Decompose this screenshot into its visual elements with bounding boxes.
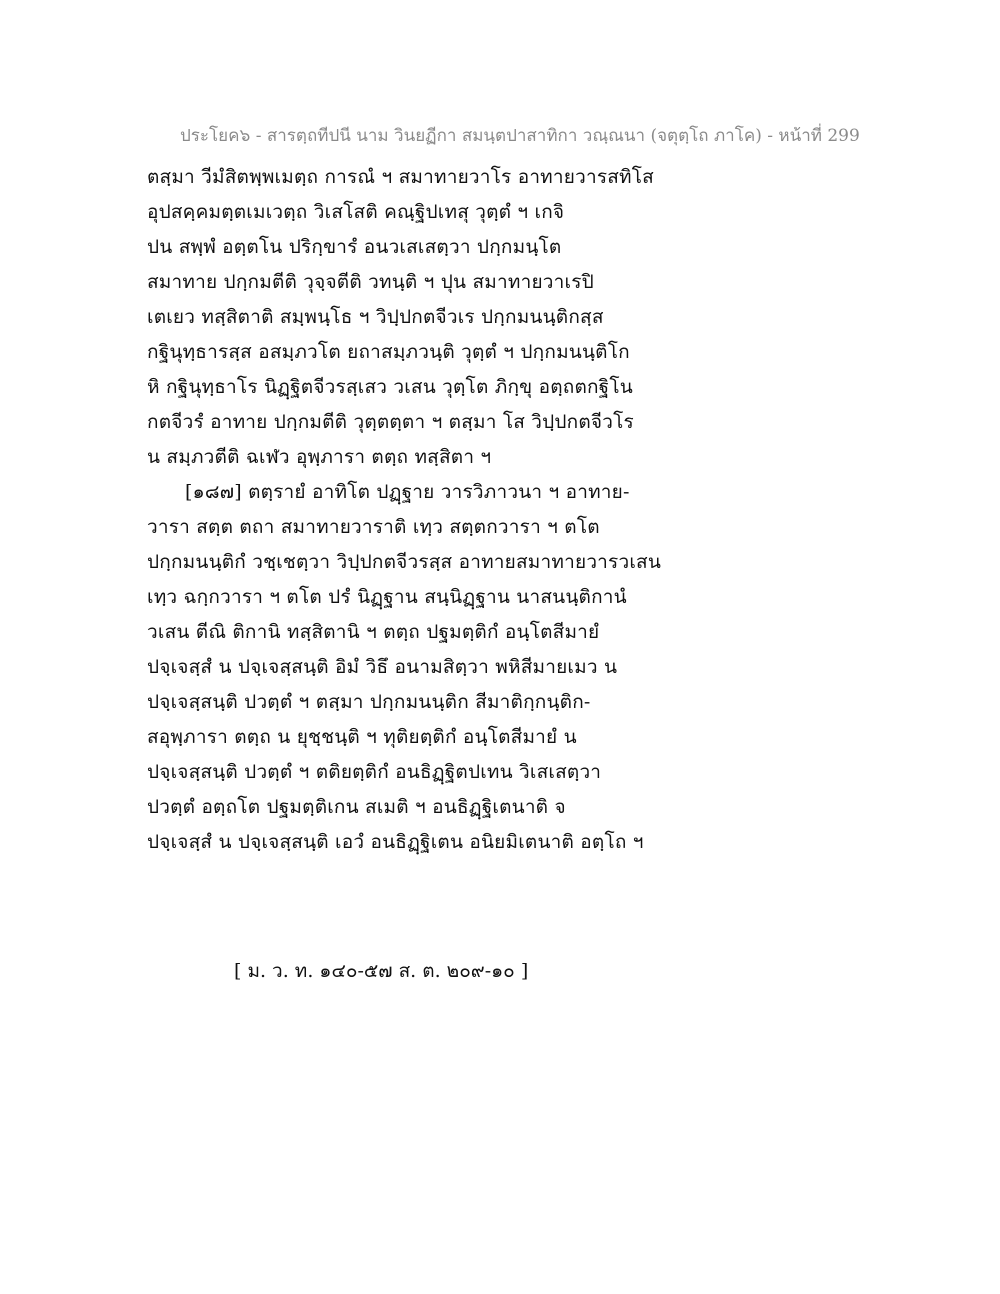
text-line: อุปสคฺคมตฺตเมเวตฺถ วิเสโสติ คณฺฐิปเทสุ วุตฺตํ ฯ เกจิ xyxy=(147,201,565,223)
page-header: ประโยค๖ - สารตฺถทีปนี นาม วินยฏีกา สมนฺตปาสาทิกา วณฺณนา (จตุตฺโถ ภาโค) - หน้าที่ 299 xyxy=(180,126,860,146)
text-line: เตเยว ทสฺสิตาติ สมฺพนฺโธ ฯ วิปฺปกตจีวเร ปกฺกมนนฺติกสฺส xyxy=(147,306,604,328)
text-line: กตจีวรํ อาทาย ปกฺกมตีติ วุตฺตตฺตา ฯ ตสฺมา โส วิปฺปกตจีวโร xyxy=(147,411,634,433)
body-text xyxy=(147,160,707,860)
text-line: ปกฺกมนนฺติกํ วชฺเชตฺวา วิปฺปกตจีวรสฺส อาทายสมาทายวารวเสน xyxy=(147,551,662,573)
text-line: ปวตฺตํ อตฺถโต ปฐมตฺติเกน สเมติ ฯ อนธิฏฺฐิเตนาติ จ xyxy=(147,796,566,818)
text-line: ปจฺเจสฺสนฺติ ปวตฺตํ ฯ ตติยตฺติกํ อนธิฏฺฐิตปเทน วิเสเสตฺวา xyxy=(147,761,602,783)
text-line: วารา สตฺต ตถา สมาทายวาราติ เทฺว สตฺตกวารา ฯ ตโต xyxy=(147,516,600,538)
text-line: หิ กฐินุทฺธาโร นิฏฺฐิตจีวรสฺเสว วเสน วุตฺโต ภิกฺขุ อตฺถตกฐิโน xyxy=(147,376,633,398)
text-line: ปจฺเจสฺสํ น ปจฺเจสฺสนฺติ เอวํ อนธิฏฺฐิเตน อนิยมิเตนาติ อตฺโถ ฯ xyxy=(147,831,644,853)
reference-citation: [ ม. ว. ท. ๑๔๐-๕๗ ส. ต. ๒๐๙-๑๐ ] xyxy=(234,960,529,982)
text-line: สอุพฺภารา ตตฺถ น ยุชฺชนฺติ ฯ ทุติยตฺติกํ อนฺโตสีมายํ น xyxy=(147,726,577,748)
text-line: วเสน ตีณิ ติกานิ ทสฺสิตานิ ฯ ตตฺถ ปฐมตฺติกํ อนฺโตสีมายํ xyxy=(147,621,600,643)
text-line: กฐินุทฺธารสฺส อสมฺภวโต ยถาสมฺภวนฺติ วุตฺตํ ฯ ปกฺกมนนฺติโก xyxy=(147,341,630,363)
text-line: ปน สพฺพํ อตฺตโน ปริกฺขารํ อนวเสเสตฺวา ปกฺกมนฺโต xyxy=(147,236,562,258)
text-line: ปจฺเจสฺสนฺติ ปวตฺตํ ฯ ตสฺมา ปกฺกมนนฺติก สีมาติกฺกนฺติก- xyxy=(147,691,591,713)
text-line: สมาทาย ปกฺกมตีติ วุจฺจตีติ วทนฺติ ฯ ปุน สมาทายวาเรปิ xyxy=(147,271,594,293)
text-line: น สมฺภวตีติ ฉเฬว อุพฺภารา ตตฺถ ทสฺสิตา ฯ xyxy=(147,446,492,468)
text-line: เทฺว ฉกฺกวารา ฯ ตโต ปรํ นิฏฺฐาน สนฺนิฏฺฐาน นาสนนฺติกานํ xyxy=(147,586,627,608)
text-line: ปจฺเจสฺสํ น ปจฺเจสฺสนฺติ อิมํ วิธึ อนามสิตฺวา พหิสีมายเมว น xyxy=(147,656,618,678)
text-line: ตสฺมา วีมํสิตพฺพเมตฺถ การณํ ฯ สมาทายวาโร อาทายวารสทิโส xyxy=(147,166,654,188)
paragraph-start-line: [๑๘๗] ตตฺรายํ อาทิโต ปฏฺฐาย วารวิภาวนา ฯ อาทาย- xyxy=(185,481,630,503)
